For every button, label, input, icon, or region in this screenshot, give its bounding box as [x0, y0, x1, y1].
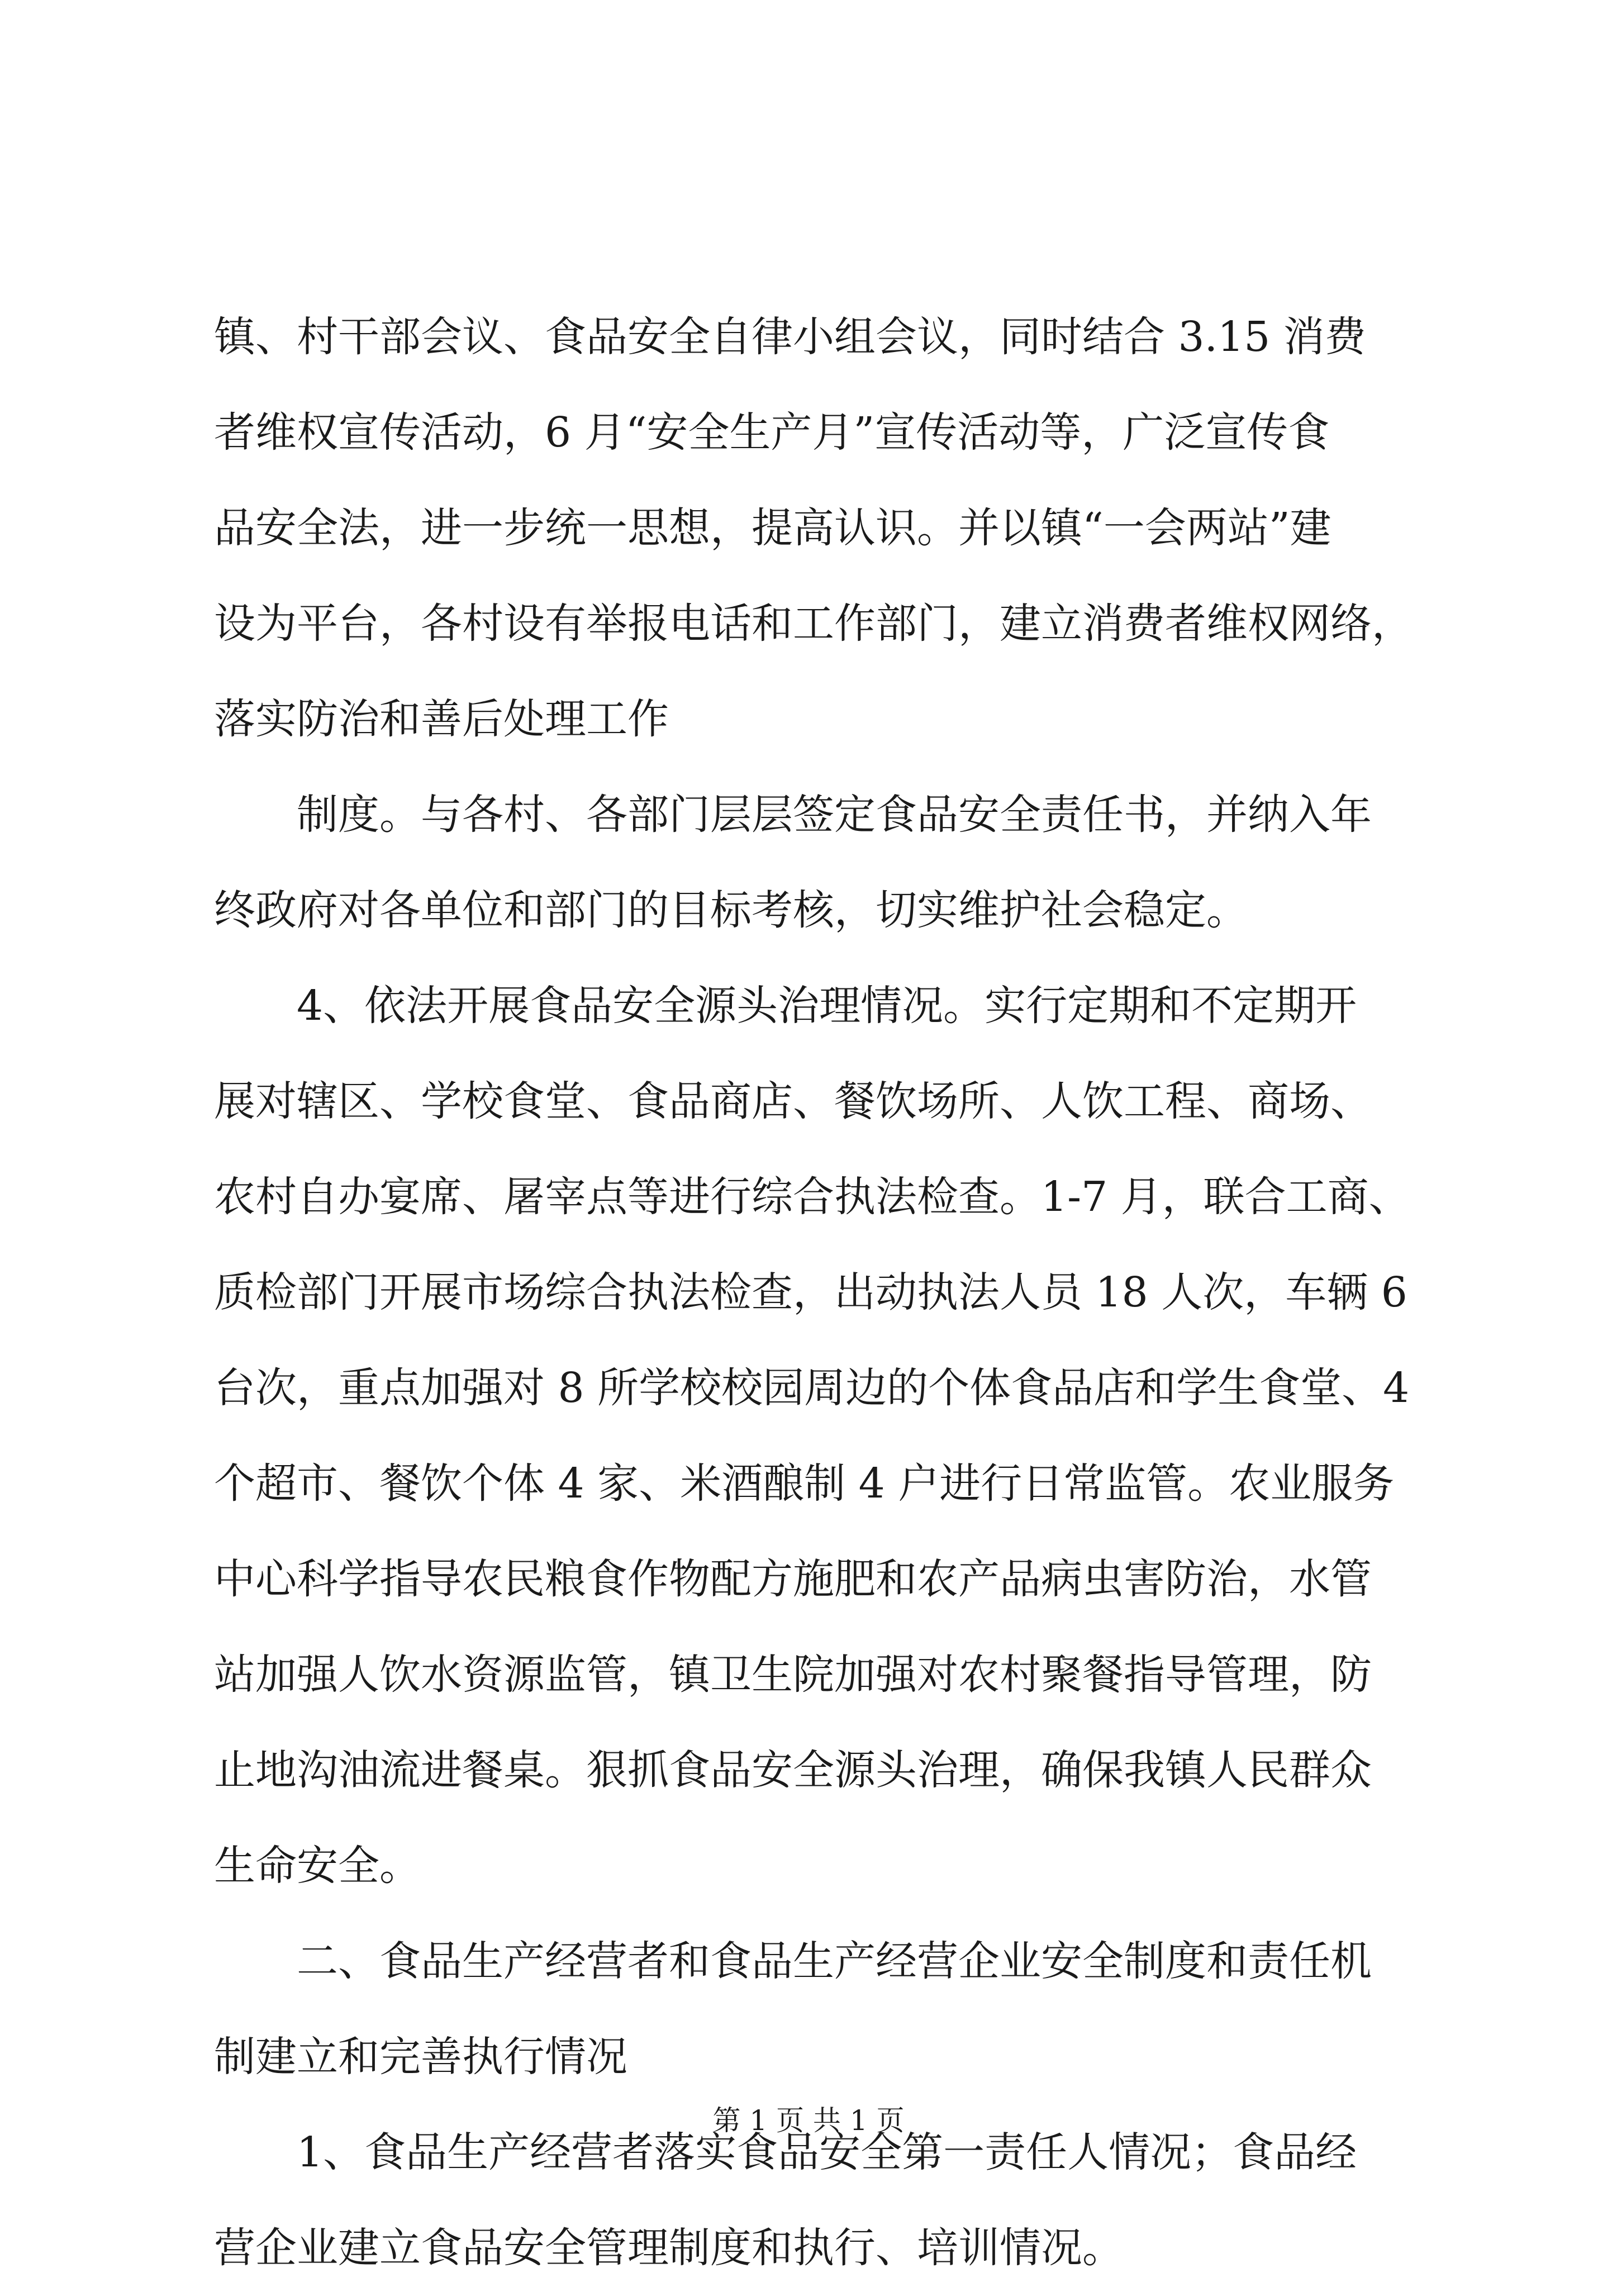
text-line: 制建立和完善执行情况: [214, 2033, 627, 2081]
text-line: 个超市、餐饮个体 4 家、米酒酿制 4 户进行日常监管。农业服务: [214, 1460, 1395, 1508]
text-line: 二、食品生产经营者和食品生产经营企业安全制度和责任机: [214, 1937, 1372, 1985]
text-line: 质检部门开展市场综合执法检查，出动执法人员 18 人次，车辆 6: [214, 1268, 1407, 1316]
text-line: 1、食品生产经营者落实食品安全第一责任人情况；食品经: [214, 2128, 1357, 2176]
text-line: 设为平台，各村设有举报电话和工作部门，建立消费者维权网络，: [214, 600, 1413, 648]
text-line: 农村自办宴席、屠宰点等进行综合执法检查。1-7 月，联合工商、: [214, 1173, 1410, 1221]
text-line: 终政府对各单位和部门的目标考核，切实维护社会稳定。: [214, 886, 1248, 934]
text-line: 展对辖区、学校食堂、食品商店、餐饮场所、人饮工程、商场、: [214, 1077, 1372, 1125]
text-line: 制度。与各村、各部门层层签定食品安全责任书，并纳入年: [214, 791, 1372, 839]
text-line: 镇、村干部会议、食品安全自律小组会议，同时结合 3.15 消费: [214, 313, 1366, 361]
text-line: 止地沟油流进餐桌。狠抓食品安全源头治理，确保我镇人民群众: [214, 1746, 1372, 1794]
text-line: 4、依法开展食品安全源头治理情况。实行定期和不定期开: [214, 982, 1357, 1030]
text-line: 落实防治和善后处理工作: [214, 695, 669, 743]
text-line: 中心科学指导农民粮食作物配方施肥和农产品病虫害防治，水管: [214, 1555, 1372, 1603]
text-line: 者维权宣传活动，6 月“安全生产月”宣传活动等，广泛宣传食: [214, 408, 1330, 457]
text-line: 生命安全。: [214, 1842, 421, 1890]
text-line: 品安全法，进一步统一思想，提高认识。并以镇“一会两站”建: [214, 504, 1331, 552]
text-line: 营企业建立食品安全管理制度和执行、培训情况。: [214, 2224, 1124, 2272]
page-footer: 第 1 页 共 1 页: [712, 2104, 905, 2137]
text-line: 站加强人饮水资源监管，镇卫生院加强对农村聚餐指导管理，防: [214, 1651, 1372, 1699]
text-line: 台次，重点加强对 8 所学校校园周边的个体食品店和学生食堂、4: [214, 1364, 1410, 1412]
